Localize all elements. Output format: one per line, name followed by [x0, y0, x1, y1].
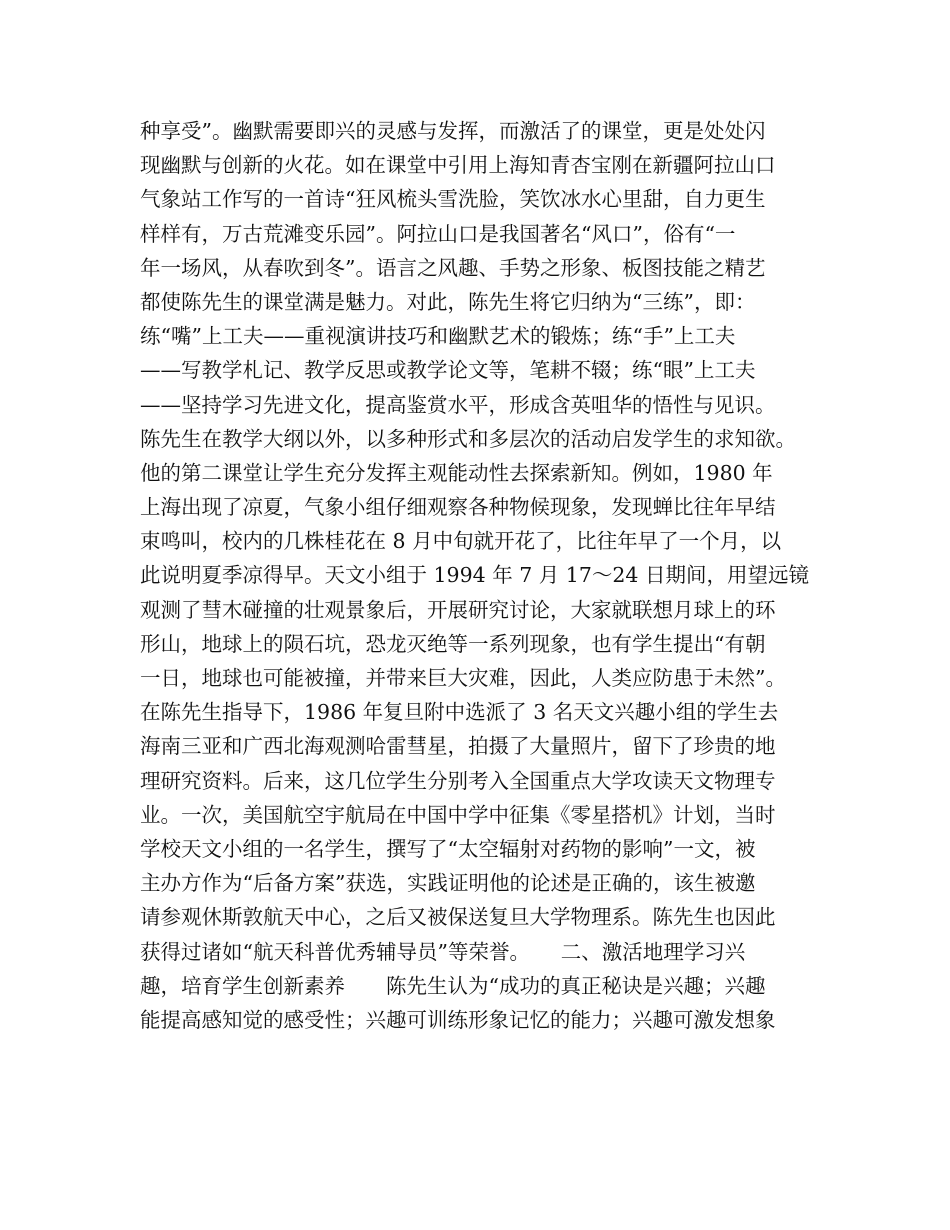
- text-line: 他的第二课堂让学生充分发挥主观能动性去探索新知。例如，1980 年: [140, 460, 773, 485]
- text-line: 海南三亚和广西北海观测哈雷彗星，拍摄了大量照片，留下了珍贵的地: [140, 734, 776, 759]
- text-line: 观测了彗木碰撞的壮观景象后，开展研究讨论，大家就联想月球上的环: [140, 597, 776, 622]
- text-line: 练“嘴”上工夫——重视演讲技巧和幽默艺术的锻炼；练“手”上工夫: [140, 324, 736, 349]
- text-line: 现幽默与创新的火花。如在课堂中引用上海知青杏宝刚在新疆阿拉山口: [140, 153, 776, 178]
- text-line: 形山，地球上的陨石坑，恐龙灭绝等一系列现象，也有学生提出“有朝: [140, 631, 766, 656]
- text-line: 束鸣叫，校内的几株桂花在 8 月中旬就开花了，比往年早了一个月，以: [140, 529, 782, 554]
- text-line: 样样有，万古荒滩变乐园”。阿拉山口是我国著名“风口”，俗有“一: [140, 221, 736, 246]
- text-line: ——坚持学习先进文化，提高鉴赏水平，形成含英咀华的悟性与见识。: [140, 392, 776, 417]
- text-line: 上海出现了凉夏，气象小组仔细观察各种物候现象，发现蝉比往年早结: [140, 495, 776, 520]
- text-line: 请参观休斯敦航天中心，之后又被保送复旦大学物理系。陈先生也因此: [140, 905, 776, 930]
- text-line: 一日，地球也可能被撞，并带来巨大灾难，因此，人类应防患于未然”。: [140, 666, 786, 690]
- text-line: 在陈先生指导下，1986 年复旦附中选派了 3 名天文兴趣小组的学生去: [140, 700, 779, 725]
- text-line: 业。一次，美国航空宇航局在中国中学中征集《零星搭机》计划，当时: [140, 802, 776, 827]
- text-line: 能提高感知觉的感受性；兴趣可训练形象记忆的能力；兴趣可激发想象: [140, 1007, 776, 1032]
- text-line: 此说明夏季凉得早。天文小组于 1994 年 7 月 17～24 日期间，用望远镜: [140, 563, 809, 588]
- body-text: [140, 114, 830, 1037]
- text-line: 气象站工作写的一首诗“狂风梳头雪洗脸，笑饮冰水心里甜，自力更生: [140, 187, 766, 212]
- text-line: 学校天文小组的一名学生，撰写了“太空辐射对药物的影响”一文，被: [140, 836, 756, 861]
- text-line: 趣，培育学生创新素养 陈先生认为“成功的真正秘诀是兴趣；兴趣: [140, 973, 766, 998]
- text-line: 种享受”。幽默需要即兴的灵感与发挥，而激活了的课堂，更是处处闪: [140, 119, 766, 143]
- text-line: 理研究资料。后来，这几位学生分别考入全国重点大学攻读天文物理专: [140, 768, 776, 793]
- text-line: 都使陈先生的课堂满是魅力。对此，陈先生将它归纳为“三练”，即：: [140, 289, 756, 314]
- text-line: ——写教学札记、教学反思或教学论文等，笔耕不辍；练“眼”上工夫: [140, 358, 756, 383]
- text-line: 主办方作为“后备方案”获选，实践证明他的论述是正确的，该生被邀: [140, 871, 756, 896]
- text-line: 获得过诸如“航天科普优秀辅导员”等荣誉。 二、激活地理学习兴: [140, 939, 746, 964]
- text-line: 陈先生在教学大纲以外，以多种形式和多层次的活动启发学生的求知欲。: [140, 426, 796, 451]
- text-line: 年一场风，从春吹到冬”。语言之风趣、手势之形象、板图技能之精艺: [140, 255, 766, 280]
